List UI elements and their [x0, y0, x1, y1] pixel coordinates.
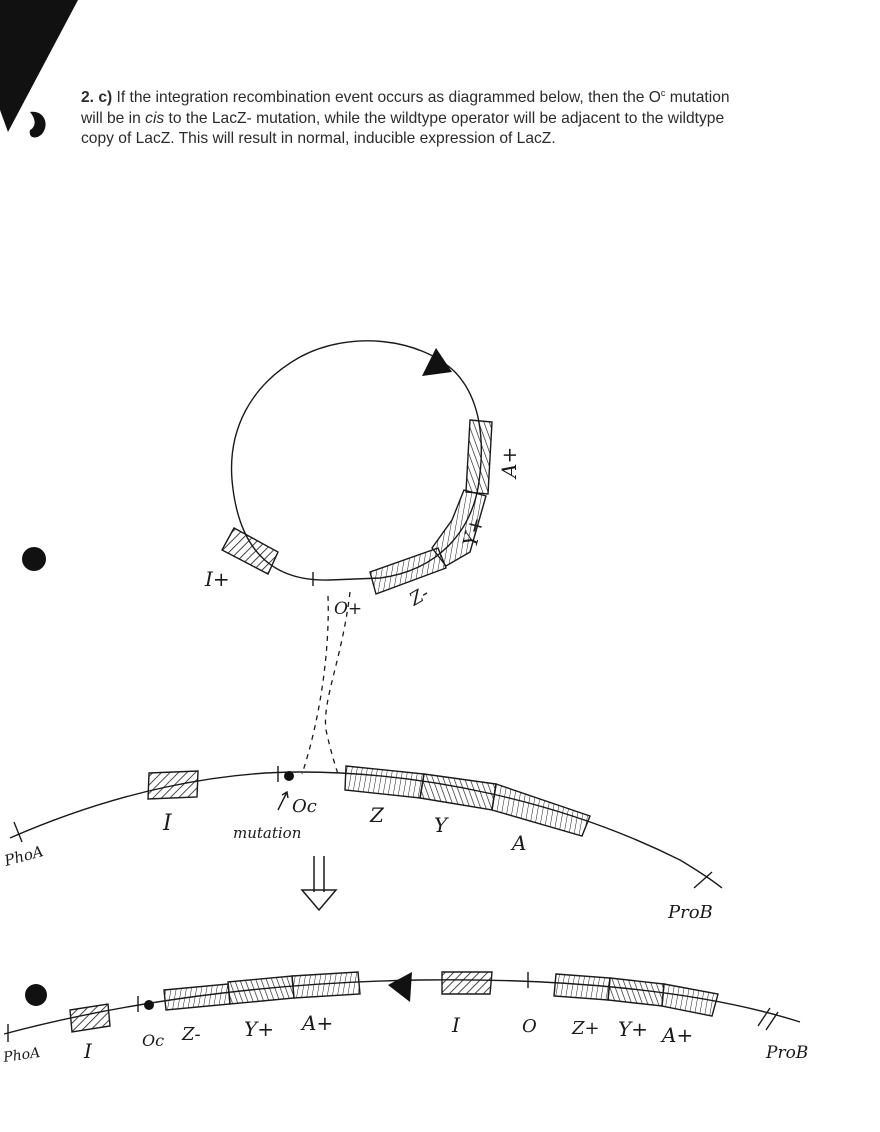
- result-proB-tick-2: [766, 1012, 778, 1030]
- chromosome-gene-y-box: [420, 774, 496, 810]
- result-gene-z-minus-box: [164, 984, 230, 1010]
- result-gene-a-plus-box: [292, 972, 360, 998]
- result-gene-y-plus2-box: [608, 978, 664, 1006]
- plasmid: [204, 341, 521, 619]
- result-label-y-plus: Y+: [244, 1017, 274, 1041]
- plasmid-label-o-plus: O+: [334, 599, 363, 619]
- result-plasmid-junction-arrow-icon: [388, 972, 412, 1002]
- chromosome: [1, 766, 722, 923]
- chromosome-oc-dot: [284, 771, 294, 781]
- chromosome-label-y: Y: [434, 813, 448, 837]
- chromosome-gene-i-box: [148, 771, 198, 799]
- chromosome-label-z: Z: [370, 803, 384, 827]
- chromosome-label-proB: ProB: [668, 902, 713, 923]
- question-superscript: c: [660, 87, 666, 98]
- question-part3: to the LacZ- mutation, while the wildtype operator will be adjacent to the wildtype copy of LacZ. This will result in normal, inducible expression of LacZ.: [81, 109, 725, 147]
- chromosome-label-oc: Oc: [292, 796, 317, 817]
- chromosome-label-mutation: mutation: [233, 824, 302, 842]
- plasmid-arrowhead-icon: [422, 348, 452, 376]
- question-cis: cis: [145, 109, 165, 127]
- crossover-lines: [302, 592, 350, 774]
- result-gene-i-box: [70, 1004, 110, 1032]
- question-number: 2. c): [81, 89, 113, 106]
- result-gene-y-plus-box: [228, 976, 294, 1004]
- result-label-z-minus: Z-: [182, 1024, 201, 1045]
- mutation-arrow-icon: [278, 792, 288, 810]
- result-chromosome: [1, 972, 808, 1066]
- result-gene-z-plus-box: [554, 974, 610, 1000]
- plasmid-gene-a-box: [466, 420, 492, 494]
- result-label-phoA: PhoA: [2, 1044, 42, 1066]
- scan-corner-shadow: [0, 0, 78, 132]
- question-part2: mutation will be in: [81, 89, 730, 127]
- plasmid-label-z-minus: Z-: [406, 582, 433, 611]
- plasmid-gene-z-box: [370, 548, 446, 594]
- result-label-proB: ProB: [766, 1043, 809, 1063]
- plasmid-label-y-plus: Y+: [457, 514, 489, 550]
- result-label-o: O: [522, 1016, 537, 1037]
- result-label-a-plus2: A+: [662, 1023, 694, 1047]
- result-oc-dot: [144, 1000, 154, 1010]
- chromosome-phoA-tick: [14, 822, 22, 842]
- result-label-i2: I: [452, 1013, 460, 1037]
- binder-hole-mark-1: [30, 112, 46, 138]
- plasmid-label-a-plus: A+: [497, 446, 521, 478]
- chromosome-label-phoA: PhoA: [2, 842, 46, 870]
- result-label-i: I: [84, 1039, 92, 1063]
- plasmid-label-i-plus: I+: [205, 567, 230, 591]
- crossover-line-right: [325, 592, 350, 774]
- plasmid-gene-i-box: [222, 528, 278, 574]
- result-label-a-plus: A+: [302, 1011, 334, 1035]
- chromosome-label-i: I: [163, 811, 172, 836]
- binder-hole-mark-2: [22, 547, 46, 571]
- chromosome-gene-z-box: [345, 766, 424, 798]
- binder-hole-mark-3: [25, 984, 47, 1006]
- result-label-z-plus: Z+: [572, 1018, 600, 1039]
- result-gene-i2-box: [442, 972, 492, 994]
- chromosome-gene-a-box: [492, 784, 590, 836]
- question-part1: If the integration recombination event occurs as diagrammed below, then the O: [116, 89, 661, 106]
- result-down-arrow-icon: [302, 856, 336, 910]
- result-label-oc: Oc: [142, 1031, 165, 1050]
- chromosome-label-a: A: [512, 831, 527, 855]
- crossover-line-left: [302, 596, 328, 774]
- result-gene-a-plus2-box: [662, 984, 718, 1016]
- result-label-y-plus2: Y+: [618, 1017, 648, 1041]
